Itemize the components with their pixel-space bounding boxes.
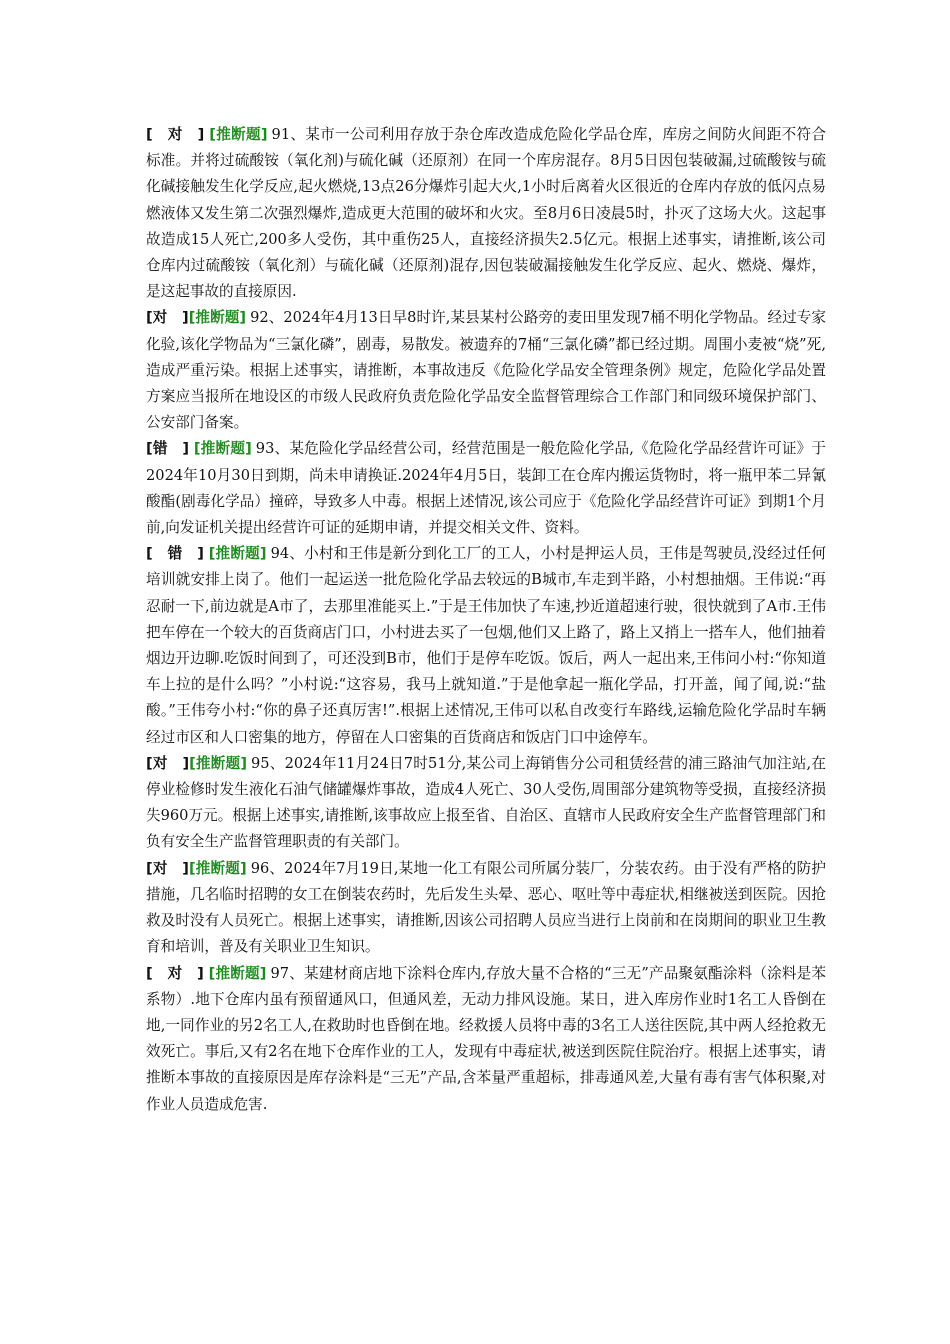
answer-mark: [ 对 ]: [146, 126, 205, 143]
question-text: 92、2024年4月13日早8时许,某县某村公路旁的麦田里发现7桶不明化学物品。经过专家化验,该化学物品为“三氯化磷”，剧毒，易散发。被遗弃的7桶“三氯化磷”都已经过期。周围小麦被“烧”死,造成严重污染。根据上述事实，请推断，本事故违反《危险化学品安全管理条例》规定，危险化学品处置方案应当报所在地设区的市级人民政府负责危险化学品安全监督管理综合工作部门和同级环境保护部门、公安部门备案。: [146, 309, 827, 432]
answer-mark: [错 ]: [146, 440, 190, 458]
question-type-tag: [推断题]: [208, 964, 267, 982]
answer-mark: [ 对 ]: [146, 964, 204, 982]
question-91: [146, 122, 826, 305]
answer-mark: [ 错 ]: [146, 545, 204, 563]
question-94: [146, 541, 826, 751]
question-type-tag: [推断题]: [188, 859, 247, 877]
answer-mark: [对 ]: [146, 754, 190, 772]
question-92: [146, 305, 826, 436]
question-text: 95、2024年11月24日7时51分,某公司上海销售分公司租赁经营的浦三路油气加注站,在停业检修时发生液化石油气储罐爆炸事故，造成4人死亡、30人受伤,周围部分建筑物等受损，直接经济损失960万元。根据上述事实,请推断,该事故应上报至省、自治区、直辖市人民政府安全生产监督管理部门和负有安全生产监督管理职责的有关部门。: [146, 754, 826, 851]
answer-mark: [对 ]: [146, 859, 189, 877]
question-97: [146, 961, 826, 1118]
question-text: 97、某建材商店地下涂料仓库内,存放大量不合格的“三无”产品聚氨酯涂料（涂料是苯系物）.地下仓库内虽有预留通风口，但通风差，无动力排风设施。某日，进入库房作业时1名工人昏倒在地,一同作业的另2名工人,在救助时也昏倒在地。经救援人员将中毒的3名工人送往医院,其中两人经抢救无效死亡。事后,又有2名在地下仓库作业的工人，发现有中毒症状,被送到医院住院治疗。根据上述事实，请推断本事故的直接原因是库存涂料是“三无”产品,含苯量严重超标，排毒通风差,大量有毒有害气体积聚,对作业人员造成危害.: [146, 964, 827, 1113]
question-93: [146, 436, 826, 541]
answer-mark: [对 ]: [146, 309, 189, 327]
question-text: 94、小村和王伟是新分到化工厂的工人，小村是押运人员，王伟是驾驶员,没经过任何培训就安排上岗了。他们一起运送一批危险化学品去较远的B城市,车走到半路，小村想抽烟。王伟说:“再忍耐一下,前边就是A市了，去那里准能买上.”于是王伟加快了车速,抄近道超速行驶，很快就到了A市.王伟把车停在一个较大的百货商店门口，小村进去买了一包烟,他们又上路了，路上又捎上一搭车人，他们抽着烟边开边聊.吃饭时间到了，可还没到B市，他们于是停车吃饭。饭后，两人一起出来,王伟问小村:“你知道车上拉的是什么吗？”小村说:“这容易，我马上就知道.”于是他拿起一瓶化学品，打开盖，闻了闻,说:“盐酸。”王伟夸小村:“你的鼻子还真厉害!”.根据上述情况,王伟可以私自改变行车路线,运输危险化学品时车辆经过市区和人口密集的地方，停留在人口密集的百货商店和饭店门口中途停车。: [146, 545, 827, 746]
question-text: 96、2024年7月19日,某地一化工有限公司所属分装厂，分装农药。由于没有严格的防护措施，几名临时招聘的女工在倒装农药时，先后发生头晕、恶心、呕吐等中毒症状,相继被送到医院。因抢救及时没有人员死亡。根据上述事实，请推断,因该公司招聘人员应当进行上岗前和在岗期间的职业卫生教育和培训，普及有关职业卫生知识。: [146, 859, 826, 956]
question-text: 93、某危险化学品经营公司，经营范围是一般危险化学品,《危险化学品经营许可证》于2024年10月30日到期，尚未申请换证.2024年4月5日，装卸工在仓库内搬运货物时，将一瓶甲苯二异氰酸酯(剧毒化学品）撞碎，导致多人中毒。根据上述情况,该公司应于《危险化学品经营许可证》到期1个月前,向发证机关提出经营许可证的延期申请，并提交相关文件、资料。: [146, 440, 827, 537]
question-95: [146, 751, 826, 856]
question-type-tag: [推断题]: [208, 545, 267, 563]
document-body: [146, 122, 826, 1118]
question-type-tag: [推断题]: [188, 309, 247, 327]
question-96: [146, 856, 826, 961]
question-type-tag: [推断题]: [189, 754, 248, 772]
question-text: 91、某市一公司利用存放于杂仓库改造成危险化学品仓库，库房之间防火间距不符合标准。并将过硫酸铵（氧化剂)与硫化碱（还原剂）在同一个库房混存。8月5日因包装破漏,过硫酸铵与硫化碱接触发生化学反应,起火燃烧,13点26分爆炸引起大火,1小时后离着火区很近的仓库内存放的低闪点易燃液体又发生第二次强烈爆炸,造成更大范围的破坏和火灾。至8月6日凌晨5时，扑灭了这场大火。这起事故造成15人死亡,200多人受伤，其中重伤25人，直接经济损失2.5亿元。根据上述事实，请推断,该公司仓库内过硫酸铵（氧化剂）与硫化碱（还原剂)混存,因包装破漏接触发生化学反应、起火、燃烧、爆炸，是这起事故的直接原因.: [146, 126, 827, 301]
question-type-tag: [推断题]: [209, 126, 268, 143]
question-type-tag: [推断题]: [193, 440, 252, 458]
